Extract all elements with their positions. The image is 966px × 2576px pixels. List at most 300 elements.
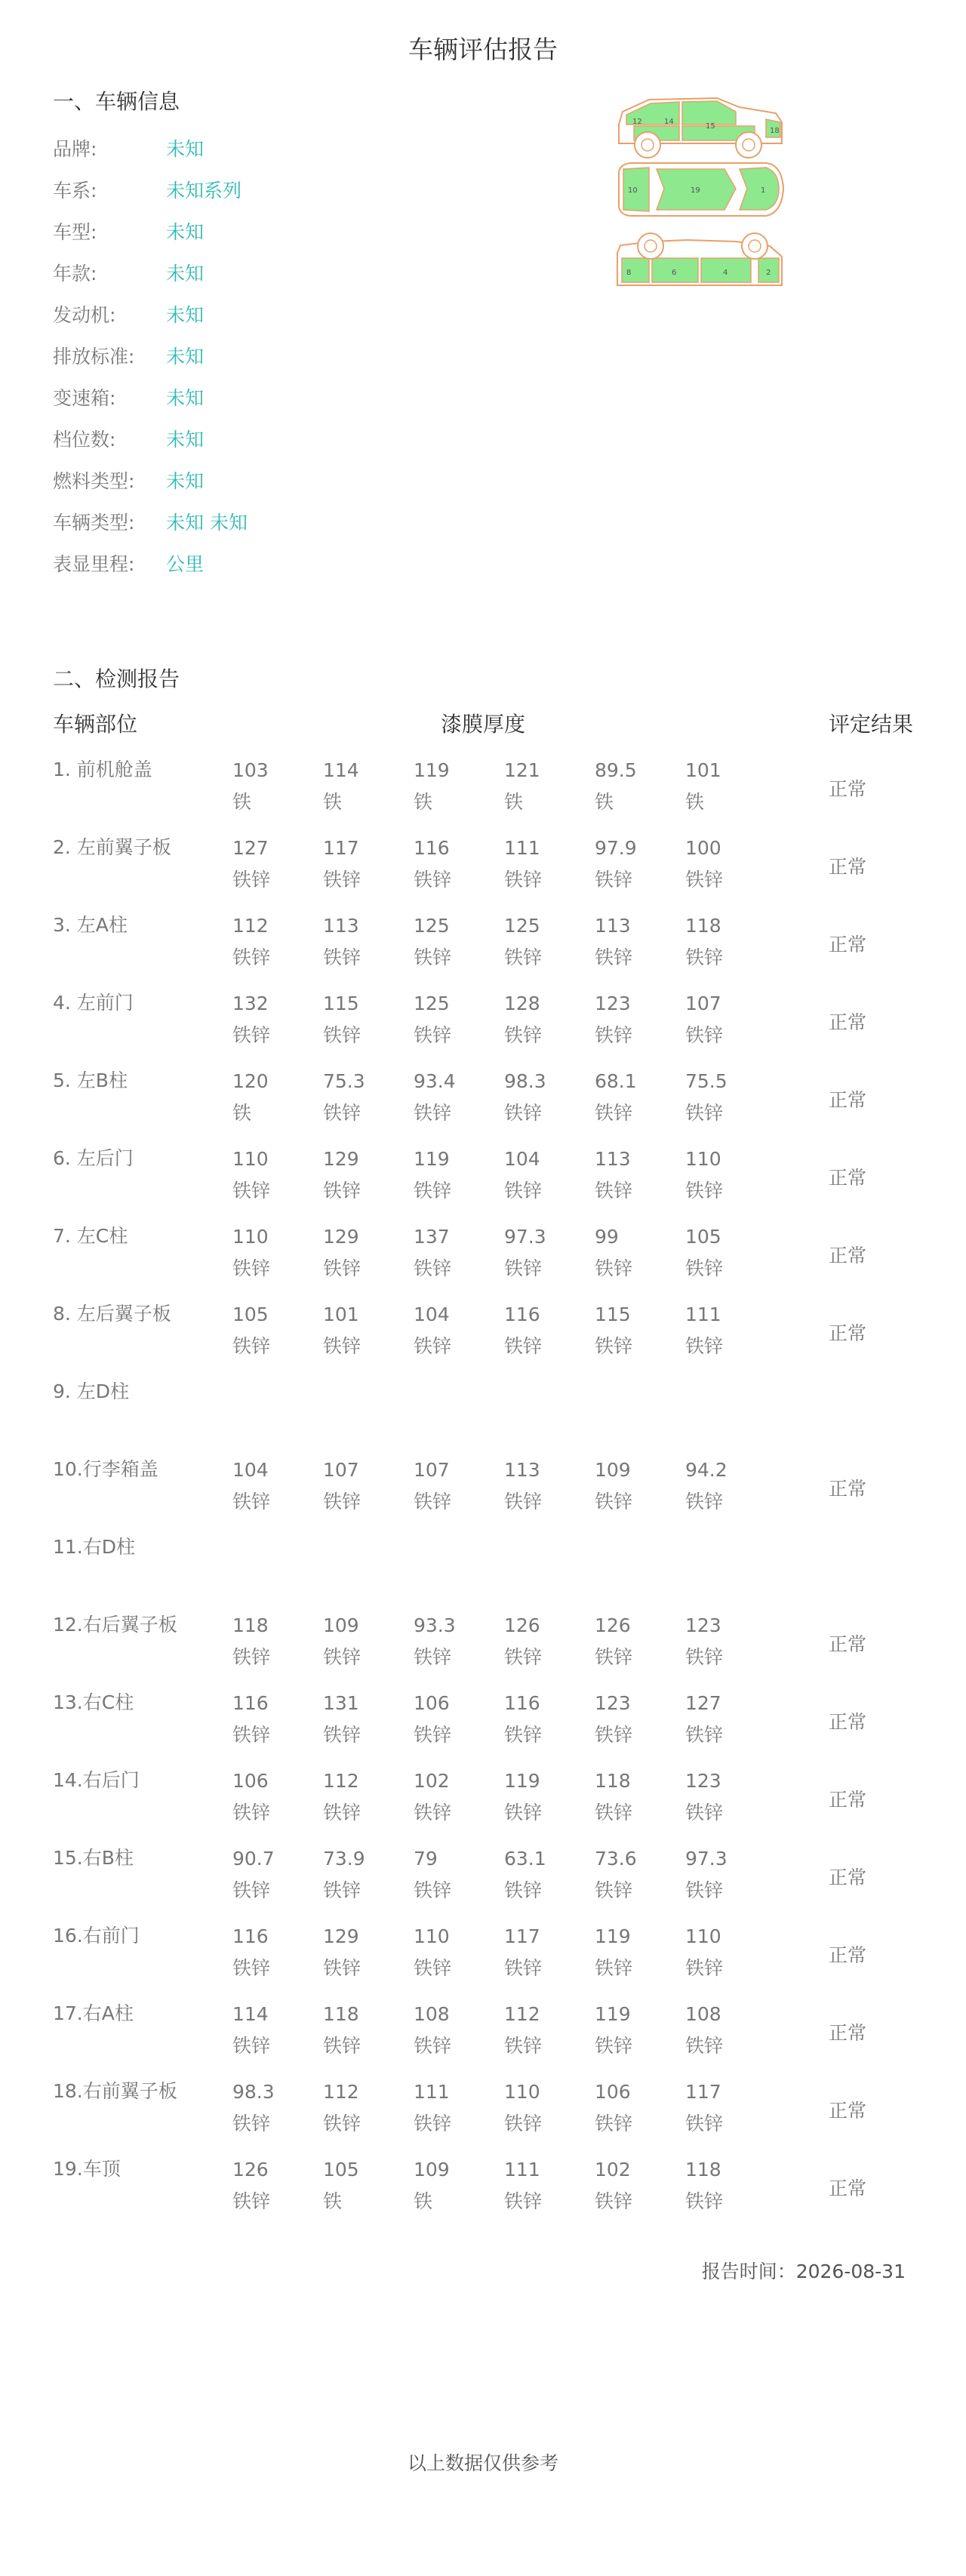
thickness-cell xyxy=(595,1221,678,1285)
thickness-cell xyxy=(685,1688,768,1751)
thickness-value: 94.2 xyxy=(685,1459,728,1481)
thickness-material: 铁锌 xyxy=(323,1724,361,1746)
thickness-cell xyxy=(504,910,587,974)
result-cell: 正常 xyxy=(829,2100,867,2122)
result-cell: 正常 xyxy=(829,1711,867,1733)
thickness-material: 铁锌 xyxy=(595,1257,633,1279)
thickness-material: 铁锌 xyxy=(595,2190,633,2212)
thickness-cell xyxy=(685,1066,768,1129)
car-diagram xyxy=(604,91,792,309)
thickness-material: 铁 xyxy=(323,791,343,813)
thickness-value: 98.3 xyxy=(504,1070,546,1092)
thickness-material: 铁 xyxy=(504,791,524,813)
thickness-cell xyxy=(414,910,497,974)
thickness-value: 107 xyxy=(323,1459,359,1481)
thickness-cell xyxy=(595,2076,678,2140)
table-row xyxy=(0,1377,966,1454)
thickness-material: 铁锌 xyxy=(685,1024,724,1046)
thickness-value: 119 xyxy=(414,1148,450,1170)
vehicle-info-value: 未知 xyxy=(166,346,205,368)
thickness-value: 118 xyxy=(595,1770,631,1792)
thickness-cell xyxy=(323,910,406,974)
thickness-material: 铁锌 xyxy=(414,1335,452,1357)
thickness-cell xyxy=(595,833,678,896)
thickness-value: 114 xyxy=(323,759,359,781)
thickness-value: 112 xyxy=(323,2081,359,2103)
thickness-cell xyxy=(323,2154,406,2217)
thickness-value: 73.9 xyxy=(323,1848,365,1870)
vehicle-info-value: 未知系列 xyxy=(166,180,242,202)
thickness-material: 铁锌 xyxy=(323,1802,361,1824)
thickness-value: 118 xyxy=(232,1614,269,1636)
thickness-cell xyxy=(232,1299,315,1362)
header-part: 车辆部位 xyxy=(53,712,138,737)
thickness-cell xyxy=(595,910,678,974)
vehicle-info-value: 未知 xyxy=(166,387,205,409)
car-top-view xyxy=(619,163,783,216)
thickness-cell xyxy=(232,1843,315,1907)
part-name: 7. 左C柱 xyxy=(53,1225,128,1247)
thickness-material: 铁锌 xyxy=(504,1646,543,1668)
part-name: 15.右B柱 xyxy=(53,1847,134,1869)
thickness-material: 铁锌 xyxy=(414,1724,452,1746)
thickness-value: 125 xyxy=(414,993,450,1014)
thickness-value: 115 xyxy=(323,993,359,1014)
result-cell: 正常 xyxy=(829,1867,867,1888)
thickness-value: 118 xyxy=(685,915,721,937)
result-cell: 正常 xyxy=(829,1167,867,1189)
vehicle-info-value: 未知 xyxy=(166,263,205,285)
thickness-value: 132 xyxy=(232,993,269,1014)
thickness-material: 铁锌 xyxy=(504,1957,543,1979)
thickness-cell xyxy=(595,988,678,1051)
thickness-cell xyxy=(414,1143,497,1207)
vehicle-info-label: 发动机: xyxy=(53,304,116,326)
thickness-material: 铁锌 xyxy=(323,1646,361,1668)
car-side-view-right xyxy=(617,233,782,285)
thickness-value: 110 xyxy=(232,1226,269,1248)
thickness-cell xyxy=(414,833,497,896)
thickness-cell xyxy=(323,1066,406,1129)
thickness-material: 铁锌 xyxy=(504,1879,543,1901)
diagram-label: 10 xyxy=(628,186,638,195)
thickness-material: 铁锌 xyxy=(323,1335,361,1357)
thickness-cell xyxy=(414,1688,497,1751)
table-row xyxy=(0,2154,966,2232)
thickness-material: 铁锌 xyxy=(595,869,633,891)
thickness-cell xyxy=(595,1299,678,1362)
thickness-cell xyxy=(504,1221,587,1285)
thickness-value: 123 xyxy=(595,1692,631,1714)
diagram-label: 15 xyxy=(706,122,715,131)
result-cell: 正常 xyxy=(829,1944,867,1966)
thickness-value: 120 xyxy=(232,1070,269,1092)
thickness-cell xyxy=(323,1221,406,1285)
thickness-value: 89.5 xyxy=(595,759,637,781)
thickness-value: 68.1 xyxy=(595,1070,637,1092)
thickness-material: 铁锌 xyxy=(232,869,271,891)
thickness-value: 113 xyxy=(323,915,359,937)
thickness-cell xyxy=(232,1688,315,1751)
thickness-value: 127 xyxy=(685,1692,721,1714)
thickness-value: 126 xyxy=(232,2159,269,2181)
diagram-label: 19 xyxy=(691,186,700,195)
thickness-cell xyxy=(504,1143,587,1207)
vehicle-info-value: 未知 xyxy=(166,304,205,326)
thickness-cell xyxy=(232,1066,315,1129)
thickness-material: 铁锌 xyxy=(323,2113,361,2134)
thickness-value: 93.4 xyxy=(414,1070,456,1092)
vehicle-info-label: 档位数: xyxy=(53,429,116,451)
result-cell: 正常 xyxy=(829,1478,867,1500)
thickness-material: 铁锌 xyxy=(232,2190,271,2212)
thickness-material: 铁锌 xyxy=(323,1024,361,1046)
thickness-material: 铁锌 xyxy=(685,1491,724,1513)
thickness-value: 117 xyxy=(685,2081,721,2103)
part-name: 8. 左后翼子板 xyxy=(53,1303,171,1325)
thickness-material: 铁 xyxy=(232,791,252,813)
thickness-value: 129 xyxy=(323,1226,359,1248)
thickness-cell xyxy=(414,2076,497,2140)
thickness-material: 铁 xyxy=(685,791,705,813)
thickness-material: 铁锌 xyxy=(414,1257,452,1279)
thickness-cell xyxy=(323,1299,406,1362)
thickness-value: 113 xyxy=(504,1459,540,1481)
thickness-material: 铁锌 xyxy=(595,1491,633,1513)
part-name: 19.车顶 xyxy=(53,2158,121,2180)
thickness-material: 铁锌 xyxy=(504,1102,543,1124)
diagram-label: 8 xyxy=(626,269,632,277)
part-name: 10.行李箱盖 xyxy=(53,1458,158,1480)
thickness-material: 铁 xyxy=(414,791,433,813)
part-name: 13.右C柱 xyxy=(53,1691,134,1713)
diagram-label: 14 xyxy=(664,118,674,126)
thickness-cell xyxy=(685,1921,768,1984)
thickness-value: 113 xyxy=(595,915,631,937)
result-cell: 正常 xyxy=(829,778,867,800)
thickness-value: 106 xyxy=(414,1692,450,1714)
vehicle-info-label: 表显里程: xyxy=(53,553,135,575)
thickness-material: 铁锌 xyxy=(323,1257,361,1279)
thickness-material: 铁锌 xyxy=(504,2035,543,2057)
thickness-cell xyxy=(323,1765,406,1829)
thickness-value: 105 xyxy=(685,1226,721,1248)
thickness-cell xyxy=(685,1454,768,1518)
thickness-value: 107 xyxy=(414,1459,450,1481)
thickness-value: 101 xyxy=(323,1303,359,1325)
table-row xyxy=(0,1143,966,1221)
table-row xyxy=(0,1299,966,1377)
thickness-value: 112 xyxy=(323,1770,359,1792)
thickness-value: 110 xyxy=(232,1148,269,1170)
thickness-cell xyxy=(504,1921,587,1984)
thickness-cell xyxy=(504,1688,587,1751)
thickness-material: 铁锌 xyxy=(504,1724,543,1746)
thickness-material: 铁锌 xyxy=(595,1724,633,1746)
thickness-value: 126 xyxy=(595,1614,631,1636)
part-name: 9. 左D柱 xyxy=(53,1380,130,1402)
thickness-cell xyxy=(595,1066,678,1129)
thickness-value: 98.3 xyxy=(232,2081,275,2103)
thickness-cell xyxy=(414,1299,497,1362)
vehicle-info-label: 车系: xyxy=(53,180,97,202)
thickness-cell xyxy=(232,833,315,896)
thickness-material: 铁锌 xyxy=(595,2035,633,2057)
thickness-material: 铁锌 xyxy=(595,1957,633,1979)
table-row xyxy=(0,1999,966,2076)
section-title-inspection: 二、检测报告 xyxy=(53,666,180,691)
thickness-value: 73.6 xyxy=(595,1848,637,1870)
thickness-cell xyxy=(232,755,315,818)
thickness-value: 126 xyxy=(504,1614,540,1636)
thickness-value: 111 xyxy=(504,2159,540,2181)
vehicle-info-value: 未知 xyxy=(166,470,205,492)
thickness-value: 137 xyxy=(414,1226,450,1248)
section-title-vehicle-info: 一、车辆信息 xyxy=(53,89,180,114)
thickness-material: 铁锌 xyxy=(323,1957,361,1979)
thickness-cell xyxy=(595,1843,678,1907)
table-row xyxy=(0,1610,966,1688)
thickness-value: 105 xyxy=(323,2159,359,2181)
thickness-material: 铁锌 xyxy=(232,1724,271,1746)
thickness-material: 铁锌 xyxy=(504,1491,543,1513)
thickness-cell xyxy=(685,988,768,1051)
thickness-value: 127 xyxy=(232,837,269,859)
diagram-label: 1 xyxy=(761,186,766,195)
thickness-material: 铁锌 xyxy=(414,1646,452,1668)
thickness-value: 103 xyxy=(232,759,269,781)
thickness-material: 铁锌 xyxy=(685,1102,724,1124)
part-name: 5. 左B柱 xyxy=(53,1069,128,1091)
thickness-material: 铁锌 xyxy=(232,1646,271,1668)
thickness-cell xyxy=(323,1610,406,1673)
thickness-cell xyxy=(504,1454,587,1518)
thickness-cell xyxy=(232,910,315,974)
thickness-value: 110 xyxy=(685,1148,721,1170)
thickness-material: 铁锌 xyxy=(595,2113,633,2134)
thickness-value: 101 xyxy=(685,759,721,781)
thickness-material: 铁锌 xyxy=(323,869,361,891)
table-row xyxy=(0,755,966,833)
thickness-value: 97.3 xyxy=(504,1226,546,1248)
thickness-material: 铁 xyxy=(414,2190,433,2212)
thickness-cell xyxy=(323,833,406,896)
table-row xyxy=(0,1066,966,1143)
thickness-cell xyxy=(504,2154,587,2217)
thickness-cell xyxy=(685,1143,768,1207)
thickness-material: 铁锌 xyxy=(504,1180,543,1202)
table-row xyxy=(0,1221,966,1299)
thickness-value: 107 xyxy=(685,993,721,1014)
thickness-cell xyxy=(232,1221,315,1285)
table-row xyxy=(0,1688,966,1765)
thickness-material: 铁锌 xyxy=(595,946,633,968)
thickness-value: 109 xyxy=(323,1614,359,1636)
vehicle-info-label: 车辆类型: xyxy=(53,512,135,534)
thickness-value: 108 xyxy=(685,2003,721,2025)
thickness-cell xyxy=(504,1299,587,1362)
part-name: 14.右后门 xyxy=(53,1769,140,1791)
vehicle-info-label: 车型: xyxy=(53,221,97,243)
thickness-value: 118 xyxy=(685,2159,721,2181)
thickness-cell xyxy=(323,1843,406,1907)
vehicle-info-label: 变速箱: xyxy=(53,387,116,409)
thickness-cell xyxy=(232,1765,315,1829)
table-row xyxy=(0,2076,966,2154)
vehicle-info-value: 未知 xyxy=(166,429,205,451)
result-cell: 正常 xyxy=(829,1011,867,1033)
thickness-material: 铁锌 xyxy=(414,1879,452,1901)
thickness-cell xyxy=(595,1765,678,1829)
thickness-material: 铁锌 xyxy=(232,1335,271,1357)
thickness-value: 105 xyxy=(232,1303,269,1325)
result-cell: 正常 xyxy=(829,2177,867,2199)
thickness-material: 铁锌 xyxy=(504,869,543,891)
thickness-material: 铁锌 xyxy=(414,946,452,968)
thickness-cell xyxy=(414,755,497,818)
thickness-value: 116 xyxy=(504,1692,540,1714)
thickness-cell xyxy=(414,1066,497,1129)
thickness-value: 93.3 xyxy=(414,1614,456,1636)
thickness-cell xyxy=(685,2076,768,2140)
thickness-material: 铁锌 xyxy=(685,1180,724,1202)
thickness-cell xyxy=(323,1999,406,2062)
thickness-material: 铁锌 xyxy=(595,1180,633,1202)
thickness-cell xyxy=(595,1688,678,1751)
disclaimer-footer: 以上数据仅供参考 xyxy=(407,2452,558,2474)
thickness-material: 铁 xyxy=(232,1102,252,1124)
thickness-material: 铁锌 xyxy=(685,946,724,968)
thickness-material: 铁锌 xyxy=(414,2035,452,2057)
thickness-value: 111 xyxy=(504,837,540,859)
thickness-value: 119 xyxy=(414,759,450,781)
thickness-value: 115 xyxy=(595,1303,631,1325)
thickness-value: 119 xyxy=(595,1925,631,1947)
thickness-material: 铁锌 xyxy=(595,1102,633,1124)
thickness-cell xyxy=(685,1610,768,1673)
diagram-label: 2 xyxy=(766,269,771,277)
thickness-value: 117 xyxy=(504,1925,540,1947)
part-name: 4. 左前门 xyxy=(53,992,134,1014)
thickness-cell xyxy=(232,988,315,1051)
thickness-material: 铁锌 xyxy=(504,946,543,968)
thickness-value: 112 xyxy=(232,915,269,937)
thickness-value: 104 xyxy=(232,1459,269,1481)
thickness-value: 125 xyxy=(504,915,540,937)
thickness-cell xyxy=(595,1999,678,2062)
thickness-material: 铁锌 xyxy=(232,1491,271,1513)
result-cell: 正常 xyxy=(829,1789,867,1811)
thickness-value: 90.7 xyxy=(232,1848,275,1870)
thickness-material: 铁锌 xyxy=(232,2113,271,2134)
thickness-material: 铁锌 xyxy=(595,1024,633,1046)
thickness-cell xyxy=(232,1610,315,1673)
thickness-cell xyxy=(414,1454,497,1518)
thickness-value: 63.1 xyxy=(504,1848,546,1870)
thickness-material: 铁锌 xyxy=(414,2113,452,2134)
thickness-material: 铁锌 xyxy=(323,1491,361,1513)
thickness-material: 铁 xyxy=(595,791,614,813)
result-cell: 正常 xyxy=(829,856,867,878)
thickness-cell xyxy=(323,1454,406,1518)
table-row xyxy=(0,1454,966,1532)
thickness-cell xyxy=(414,1921,497,1984)
thickness-material: 铁锌 xyxy=(504,1335,543,1357)
thickness-material: 铁锌 xyxy=(414,1491,452,1513)
report-time: 报告时间：2026-08-31 xyxy=(701,2261,906,2282)
thickness-cell xyxy=(323,988,406,1051)
thickness-value: 116 xyxy=(232,1925,269,1947)
thickness-cell xyxy=(685,833,768,896)
thickness-cell xyxy=(323,1688,406,1751)
thickness-cell xyxy=(504,1999,587,2062)
thickness-material: 铁锌 xyxy=(232,1802,271,1824)
thickness-material: 铁锌 xyxy=(685,2113,724,2134)
thickness-material: 铁锌 xyxy=(685,1802,724,1824)
thickness-cell xyxy=(595,1610,678,1673)
thickness-cell xyxy=(685,755,768,818)
thickness-material: 铁锌 xyxy=(685,1879,724,1901)
thickness-material: 铁锌 xyxy=(232,1879,271,1901)
table-row xyxy=(0,988,966,1066)
thickness-material: 铁锌 xyxy=(504,2113,543,2134)
thickness-cell xyxy=(232,2154,315,2217)
thickness-value: 100 xyxy=(685,837,721,859)
thickness-value: 129 xyxy=(323,1148,359,1170)
thickness-material: 铁锌 xyxy=(414,1957,452,1979)
thickness-cell xyxy=(504,1765,587,1829)
thickness-cell xyxy=(323,755,406,818)
thickness-cell xyxy=(504,833,587,896)
page-title: 车辆评估报告 xyxy=(408,35,558,64)
thickness-material: 铁锌 xyxy=(232,946,271,968)
vehicle-info-value: 未知 xyxy=(166,138,205,160)
thickness-cell xyxy=(414,1999,497,2062)
thickness-value: 116 xyxy=(504,1303,540,1325)
part-name: 2. 左前翼子板 xyxy=(53,836,171,858)
diagram-label: 6 xyxy=(672,269,677,277)
thickness-cell xyxy=(595,2154,678,2217)
vehicle-info-value: 公里 xyxy=(166,553,205,575)
thickness-cell xyxy=(504,1843,587,1907)
thickness-value: 102 xyxy=(414,1770,450,1792)
thickness-cell xyxy=(414,1610,497,1673)
thickness-value: 75.3 xyxy=(323,1070,365,1092)
vehicle-info-label: 年款: xyxy=(53,263,97,285)
thickness-material: 铁锌 xyxy=(323,1180,361,1202)
thickness-material: 铁锌 xyxy=(323,946,361,968)
thickness-value: 106 xyxy=(595,2081,631,2103)
thickness-value: 104 xyxy=(504,1148,540,1170)
thickness-cell xyxy=(685,1843,768,1907)
thickness-cell xyxy=(414,1221,497,1285)
part-name: 17.右A柱 xyxy=(53,2002,134,2024)
thickness-material: 铁锌 xyxy=(232,1957,271,1979)
thickness-value: 97.3 xyxy=(685,1848,728,1870)
thickness-material: 铁锌 xyxy=(595,1646,633,1668)
thickness-value: 114 xyxy=(232,2003,269,2025)
thickness-material: 铁锌 xyxy=(595,1802,633,1824)
thickness-cell xyxy=(414,1843,497,1907)
part-name: 18.右前翼子板 xyxy=(53,2080,177,2102)
part-name: 3. 左A柱 xyxy=(53,914,128,936)
thickness-cell xyxy=(323,1921,406,1984)
thickness-value: 121 xyxy=(504,759,540,781)
vehicle-info-value: 未知 xyxy=(166,221,205,243)
thickness-cell xyxy=(232,1999,315,2062)
thickness-value: 118 xyxy=(323,2003,359,2025)
thickness-cell xyxy=(232,1143,315,1207)
